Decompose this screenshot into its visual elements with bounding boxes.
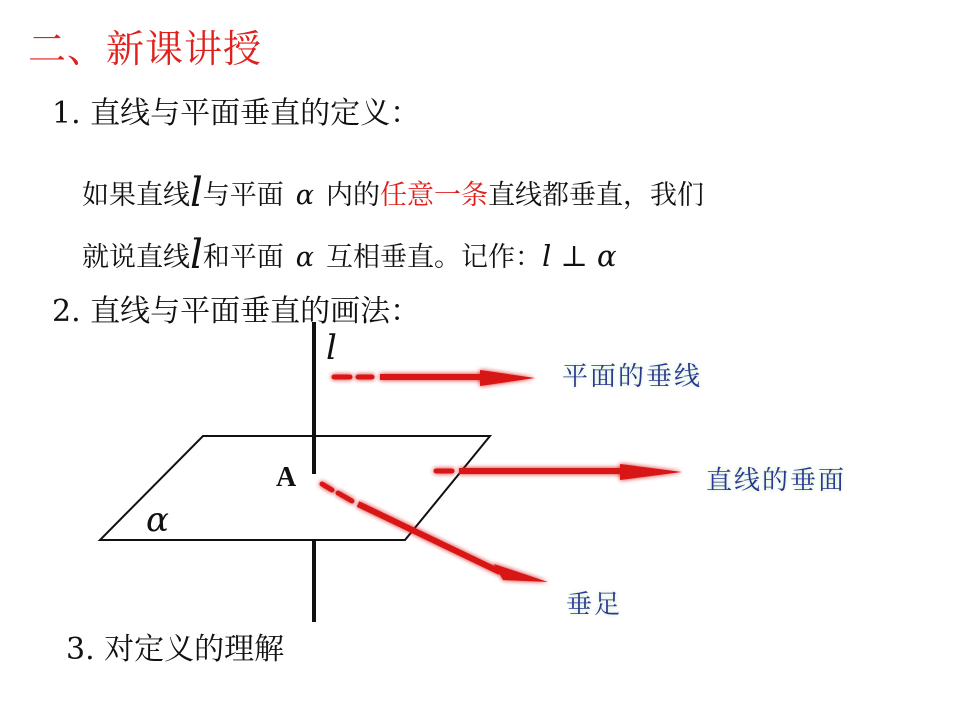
perpendicular-notation: l ⊥ α — [542, 239, 617, 273]
label-perpendicular-line: 平面的垂线 — [562, 362, 703, 392]
line-l-label: l — [326, 328, 337, 368]
text-segment: 直线都垂直，我们 — [488, 180, 705, 211]
text-segment: 与平面 — [202, 180, 284, 211]
label-perpendicular-plane: 直线的垂面 — [706, 466, 847, 496]
plane-alpha-symbol: α — [295, 180, 315, 211]
arrow-to-perpendicular-line — [334, 370, 535, 386]
line-l-symbol: l — [190, 170, 203, 216]
line-l-symbol: l — [190, 232, 203, 278]
text-segment: 和平面 — [202, 242, 284, 273]
arrow-to-foot — [322, 484, 548, 582]
slide-title: 二、新课讲授 — [28, 27, 263, 71]
text-segment: 就说直线 — [82, 242, 190, 273]
label-foot: 垂足 — [566, 590, 623, 620]
arrow-to-perpendicular-plane — [436, 464, 682, 480]
text-segment: 互相垂直。记作： — [326, 242, 543, 273]
section-3-heading: 3. 对定义的理解 — [66, 632, 285, 667]
section-1-heading: 1. 直线与平面垂直的定义： — [52, 96, 421, 131]
text-segment: 内的 — [326, 180, 381, 211]
highlight-any-line: 任意一条 — [380, 180, 489, 211]
text-segment: 如果直线 — [82, 180, 190, 211]
section-2-heading: 2. 直线与平面垂直的画法： — [52, 294, 421, 329]
plane-alpha-label: α — [146, 500, 169, 540]
plane-alpha-symbol: α — [295, 242, 315, 273]
point-A-label: A — [276, 462, 297, 493]
